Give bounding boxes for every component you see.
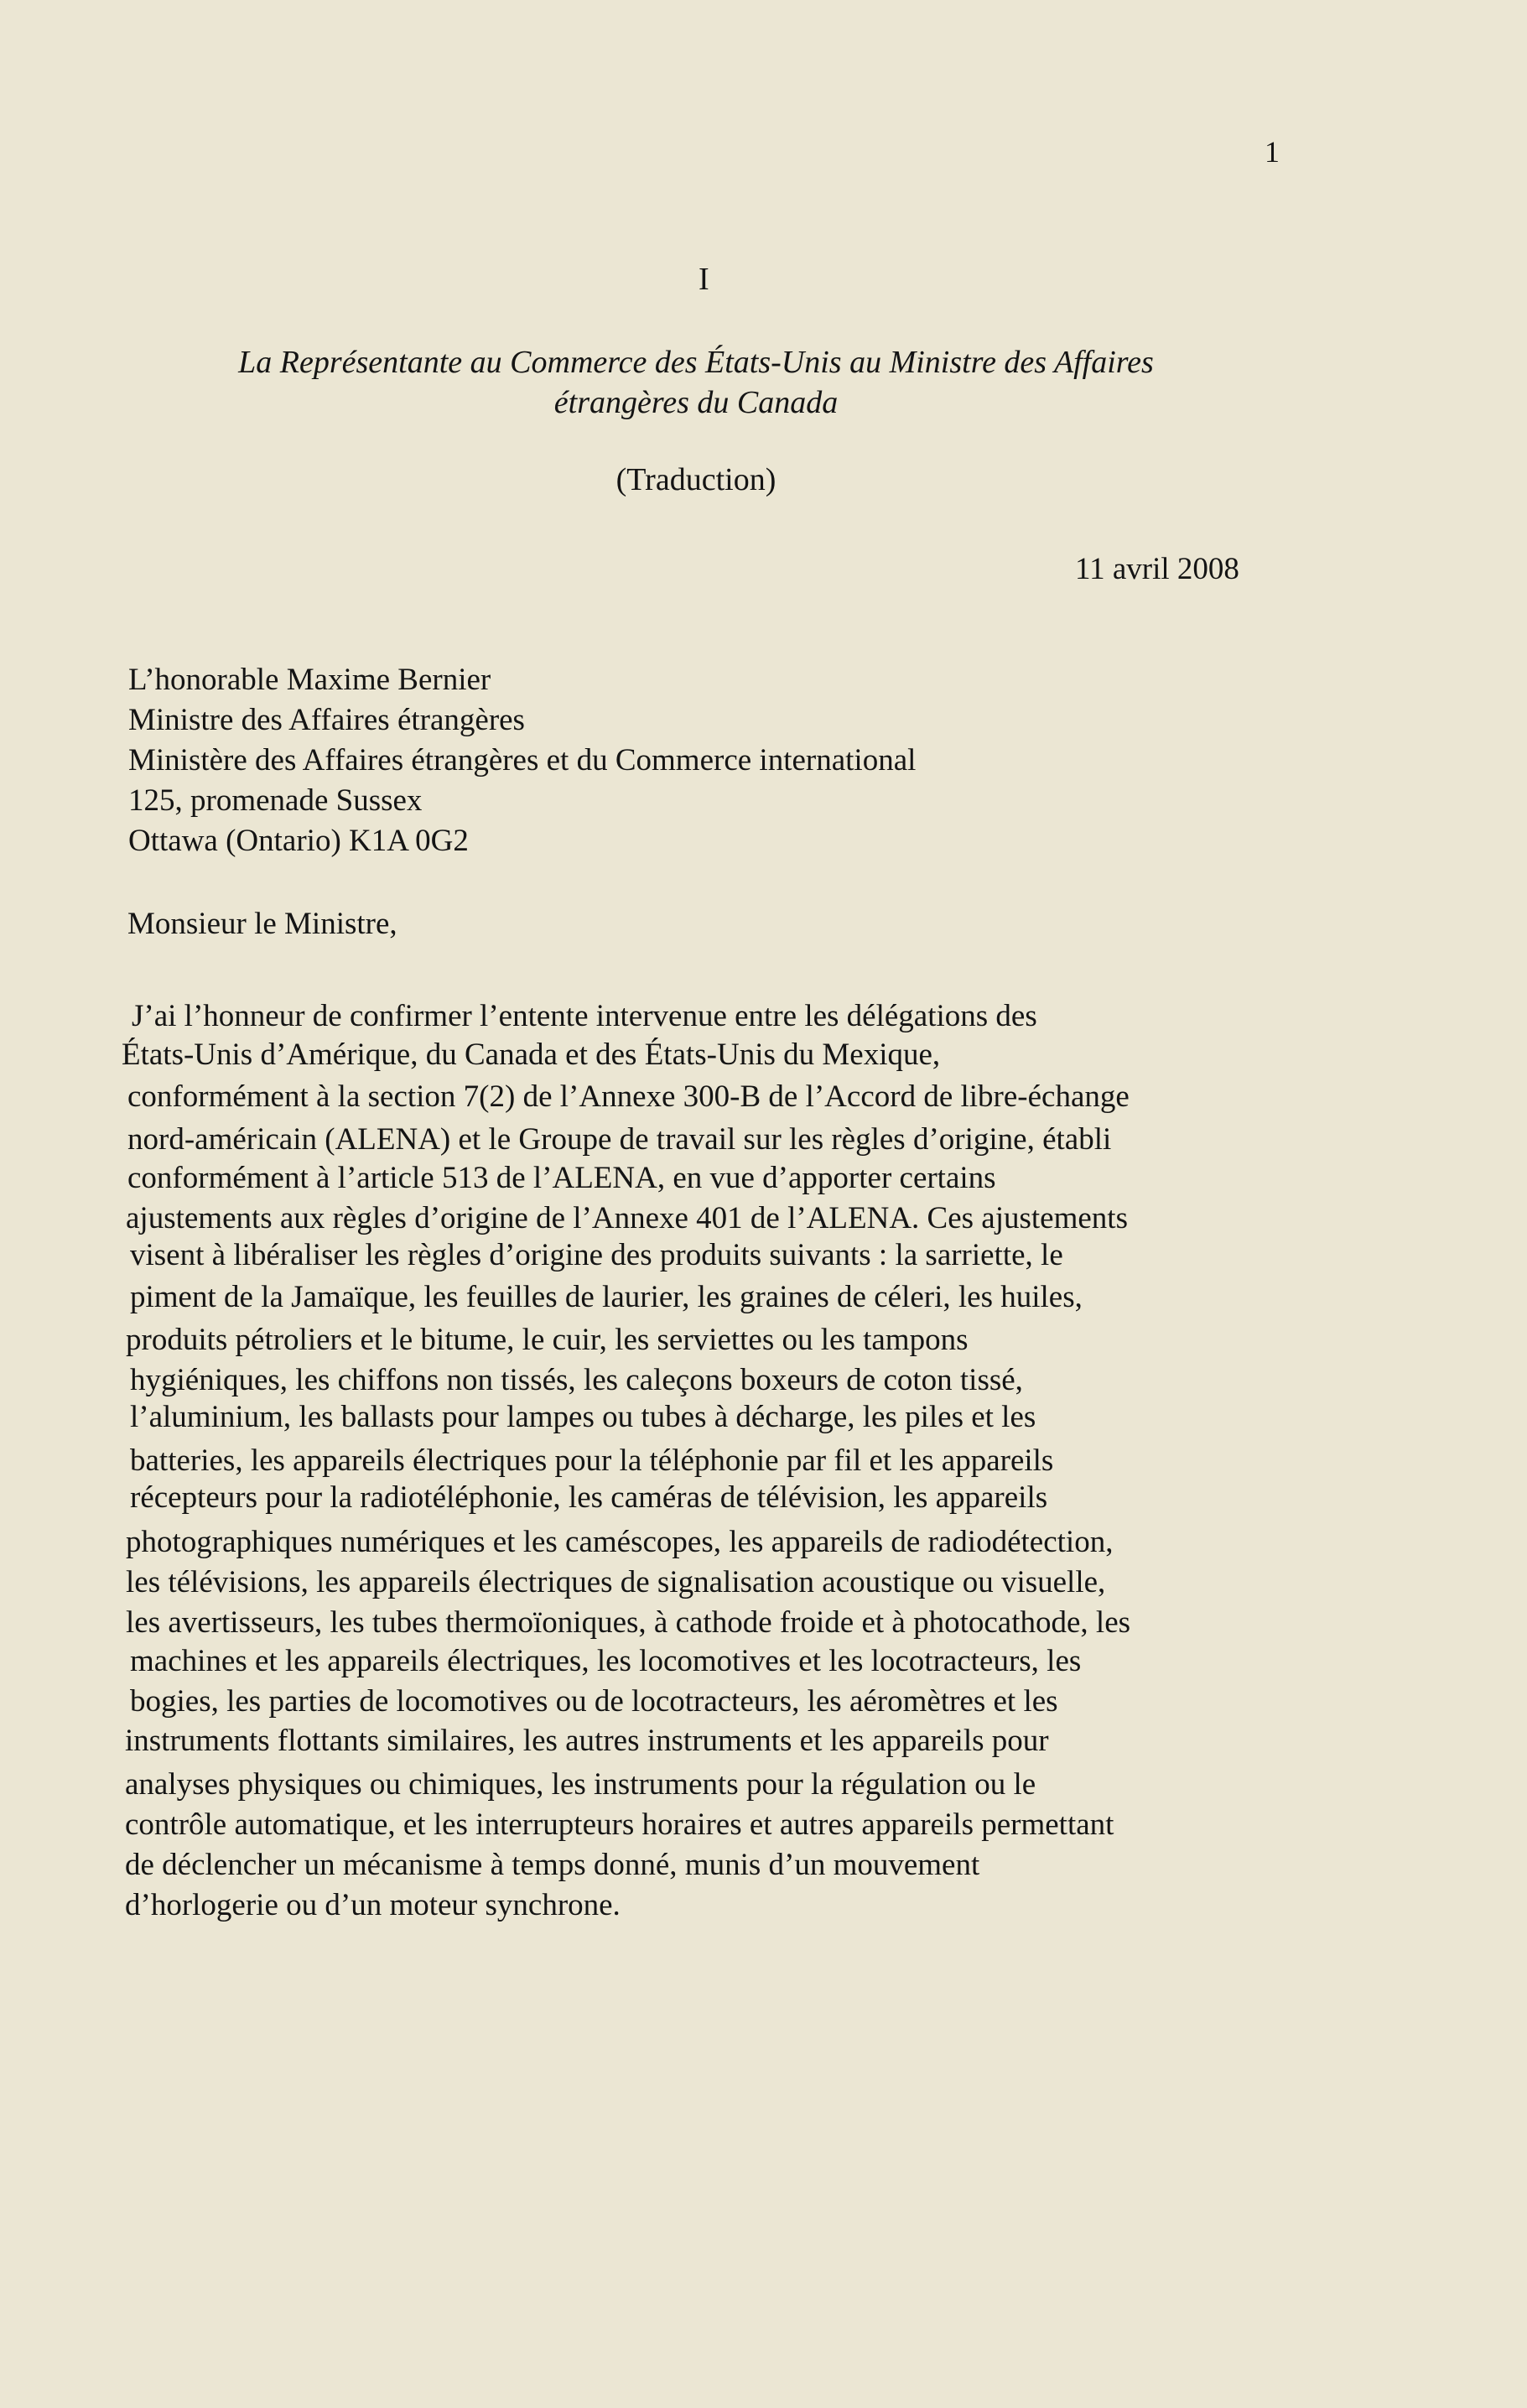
address-line-3: Ministère des Affaires étrangères et du Commerce international: [128, 743, 917, 778]
body-line: hygiéniques, les chiffons non tissés, les caleçons boxeurs de coton tissé,: [130, 1362, 1023, 1397]
body-line: visent à libéraliser les règles d’origine des produits suivants : la sarriette, le: [130, 1238, 1063, 1273]
recipient-address: [128, 660, 916, 861]
address-line-1: L’honorable Maxime Bernier: [128, 663, 491, 697]
body-line: bogies, les parties de locomotives ou de locotracteurs, les aéromètres et les: [130, 1684, 1058, 1719]
body-line: ajustements aux règles d’origine de l’Annexe 401 de l’ALENA. Ces ajustements: [126, 1201, 1128, 1235]
letter-title-line-1: La Représentante au Commerce des États-Unis au Ministre des Affaires: [238, 345, 1154, 380]
body-line: d’horlogerie ou d’un moteur synchrone.: [125, 1888, 621, 1923]
body-line: instruments flottants similaires, les autres instruments et les appareils pour: [125, 1723, 1049, 1758]
body-line: photographiques numériques et les caméscopes, les appareils de radiodétection,: [126, 1524, 1114, 1559]
body-line: conformément à l’article 513 de l’ALENA, en vue d’apporter certains: [127, 1160, 996, 1195]
body-line: contrôle automatique, et les interrupteurs horaires et autres appareils permettant: [125, 1807, 1114, 1842]
body-line: États-Unis d’Amérique, du Canada et des États-Unis du Mexique,: [122, 1038, 941, 1073]
address-line-5: Ottawa (Ontario) K1A 0G2: [128, 824, 469, 858]
body-line: batteries, les appareils électriques pour la téléphonie par fil et les appareils: [130, 1443, 1054, 1479]
page-number: 1: [1265, 135, 1280, 169]
letter-date: 11 avril 2008: [1075, 552, 1239, 586]
body-line: machines et les appareils électriques, les locomotives et les locotracteurs, les: [130, 1644, 1082, 1679]
letter-title-line-2: étrangères du Canada: [553, 385, 839, 420]
address-line-2: Ministre des Affaires étrangères: [128, 703, 525, 737]
body-line: nord-américain (ALENA) et le Groupe de travail sur les règles d’origine, établi: [127, 1121, 1112, 1157]
body-line: produits pétroliers et le bitume, le cuir, les serviettes ou les tampons: [126, 1322, 969, 1357]
body-line: les avertisseurs, les tubes thermoïoniques, à cathode froide et à photocathode, les: [126, 1605, 1131, 1640]
address-line-4: 125, promenade Sussex: [128, 783, 423, 818]
body-line: récepteurs pour la radiotéléphonie, les caméras de télévision, les appareils: [130, 1480, 1048, 1516]
salutation: Monsieur le Ministre,: [127, 907, 397, 941]
body-line: analyses physiques ou chimiques, les instruments pour la régulation ou le: [125, 1766, 1036, 1802]
body-line: l’aluminium, les ballasts pour lampes ou tubes à décharge, les piles et les: [130, 1400, 1036, 1434]
body-line: piment de la Jamaïque, les feuilles de laurier, les graines de céleri, les huiles,: [130, 1280, 1083, 1315]
translation-note: (Traduction): [615, 462, 776, 497]
body-line: les télévisions, les appareils électriques de signalisation acoustique ou visuelle,: [126, 1564, 1106, 1599]
section-numeral: I: [699, 262, 709, 297]
body-line: de déclencher un mécanisme à temps donné, munis d’un mouvement: [125, 1848, 980, 1883]
body-line: conformément à la section 7(2) de l’Annexe 300-B de l’Accord de libre-échange: [127, 1079, 1130, 1115]
body-line: J’ai l’honneur de confirmer l’entente intervenue entre les délégations des: [132, 999, 1037, 1033]
